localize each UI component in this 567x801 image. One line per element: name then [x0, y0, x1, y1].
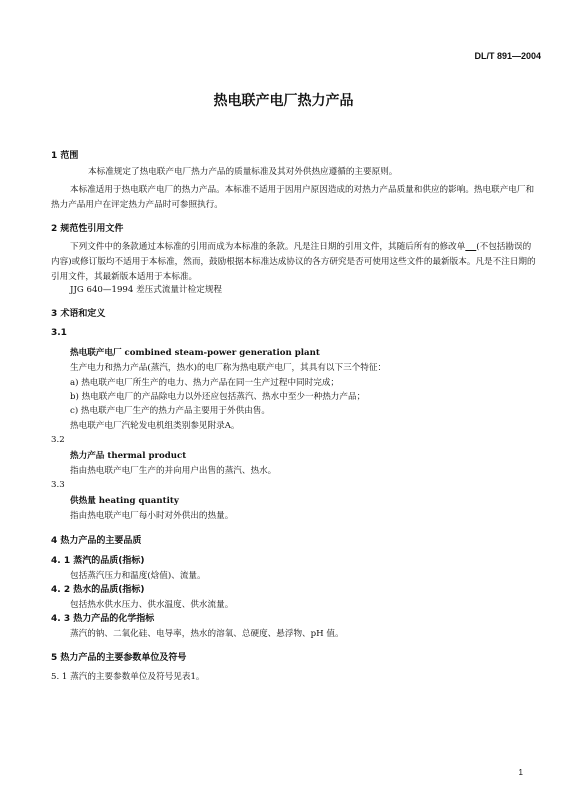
section-2-paragraph — [51, 240, 537, 285]
section-1-heading: 1 范围 — [51, 151, 79, 161]
term-3-2-definition: 指由热电联产电厂生产的并向用户出售的蒸汽、热水。 — [70, 466, 277, 476]
document-title: 热电联产电厂热力产品 — [213, 93, 354, 109]
term-3-1-item-c: c) 热电联产电厂生产的热力产品主要用于外供由售。 — [70, 406, 270, 416]
section-1-paragraph-2: 本标准适用于热电联产电厂的热力产品。本标准不适用于因用户原因造成的对热力产品质量和供应的影响。热电联产电厂和热力产品用户在评定热力产品时可参照执行。 — [51, 185, 535, 210]
term-3-1-title: 热电联产电厂 combined steam-power generation plant — [70, 348, 320, 358]
term-3-3-number: 3.3 — [51, 480, 65, 490]
term-3-1-number: 3.1 — [51, 328, 67, 338]
section-2-paragraph-part-2: (不包括勘误的内容)或修订版均不适用于本标准，然而，鼓励根据本标准达成协议的各方研究是否可使用这些文件的最新版本。凡是不注日期的引用文件，其最新版本适用于本标准。 — [51, 242, 536, 282]
term-3-1-item-a: a) 热电联产电厂所生产的电力、热力产品在同一生产过程中同时完成； — [70, 378, 340, 388]
subsection-4-2-heading: 4. 2 热水的品质(指标) — [51, 585, 145, 595]
subsection-4-3-text: 蒸汽的钠、二氧化硅、电导率，热水的溶氧、总硬度、悬浮物、pH 值。 — [70, 629, 344, 639]
page-number: 1 — [518, 768, 523, 777]
term-3-3-definition: 指由热电联产电厂每小时对外供出的热量。 — [70, 511, 234, 521]
section-2-paragraph-part-1: 下列文件中的条款通过本标准的引用而成为本标准的条款。凡是注日期的引用文件，其随后所有的修改单 — [70, 242, 466, 252]
section-2-heading: 2 规范性引用文件 — [51, 224, 124, 234]
term-3-1-definition: 生产电力和热力产品(蒸汽，热水)的电厂称为热电联产电厂，其具有以下三个特征： — [70, 363, 387, 373]
standard-number: DL/T 891—2004 — [474, 51, 541, 61]
normative-reference: JJG 640—1994 差压式流量计检定规程 — [70, 285, 223, 295]
subsection-4-1-heading: 4. 1 蒸汽的品质(指标) — [51, 556, 145, 566]
term-3-1-item-b: b) 热电联产电厂的产品除电力以外还应包括蒸汽、热水中至少一种热力产品； — [70, 392, 366, 402]
section-5-heading: 5 热力产品的主要参数单位及符号 — [51, 653, 187, 663]
term-3-1-note: 热电联产电厂汽轮发电机组类别参见附录A。 — [70, 421, 240, 431]
subsection-4-1-text: 包括蒸汽压力和温度(焓值)、流量。 — [70, 571, 206, 581]
subsection-4-3-heading: 4. 3 热力产品的化学指标 — [51, 614, 155, 624]
section-3-heading: 3 术语和定义 — [51, 309, 106, 319]
section-4-heading: 4 热力产品的主要品质 — [51, 536, 142, 546]
revision-underline — [465, 242, 476, 252]
term-3-2-number: 3.2 — [51, 435, 65, 445]
section-1-paragraph-1: 本标准规定了热电联产电厂热力产品的质量标准及其对外供热应遵循的主要原则。 — [88, 167, 398, 177]
term-3-2-title: 热力产品 thermal product — [70, 451, 187, 461]
subsection-5-1-text: 5. 1 蒸汽的主要参数单位及符号见表1。 — [51, 672, 205, 682]
subsection-4-2-text: 包括热水供水压力、供水温度、供水流量。 — [70, 600, 234, 610]
term-3-3-title: 供热量 heating quantity — [70, 496, 179, 506]
